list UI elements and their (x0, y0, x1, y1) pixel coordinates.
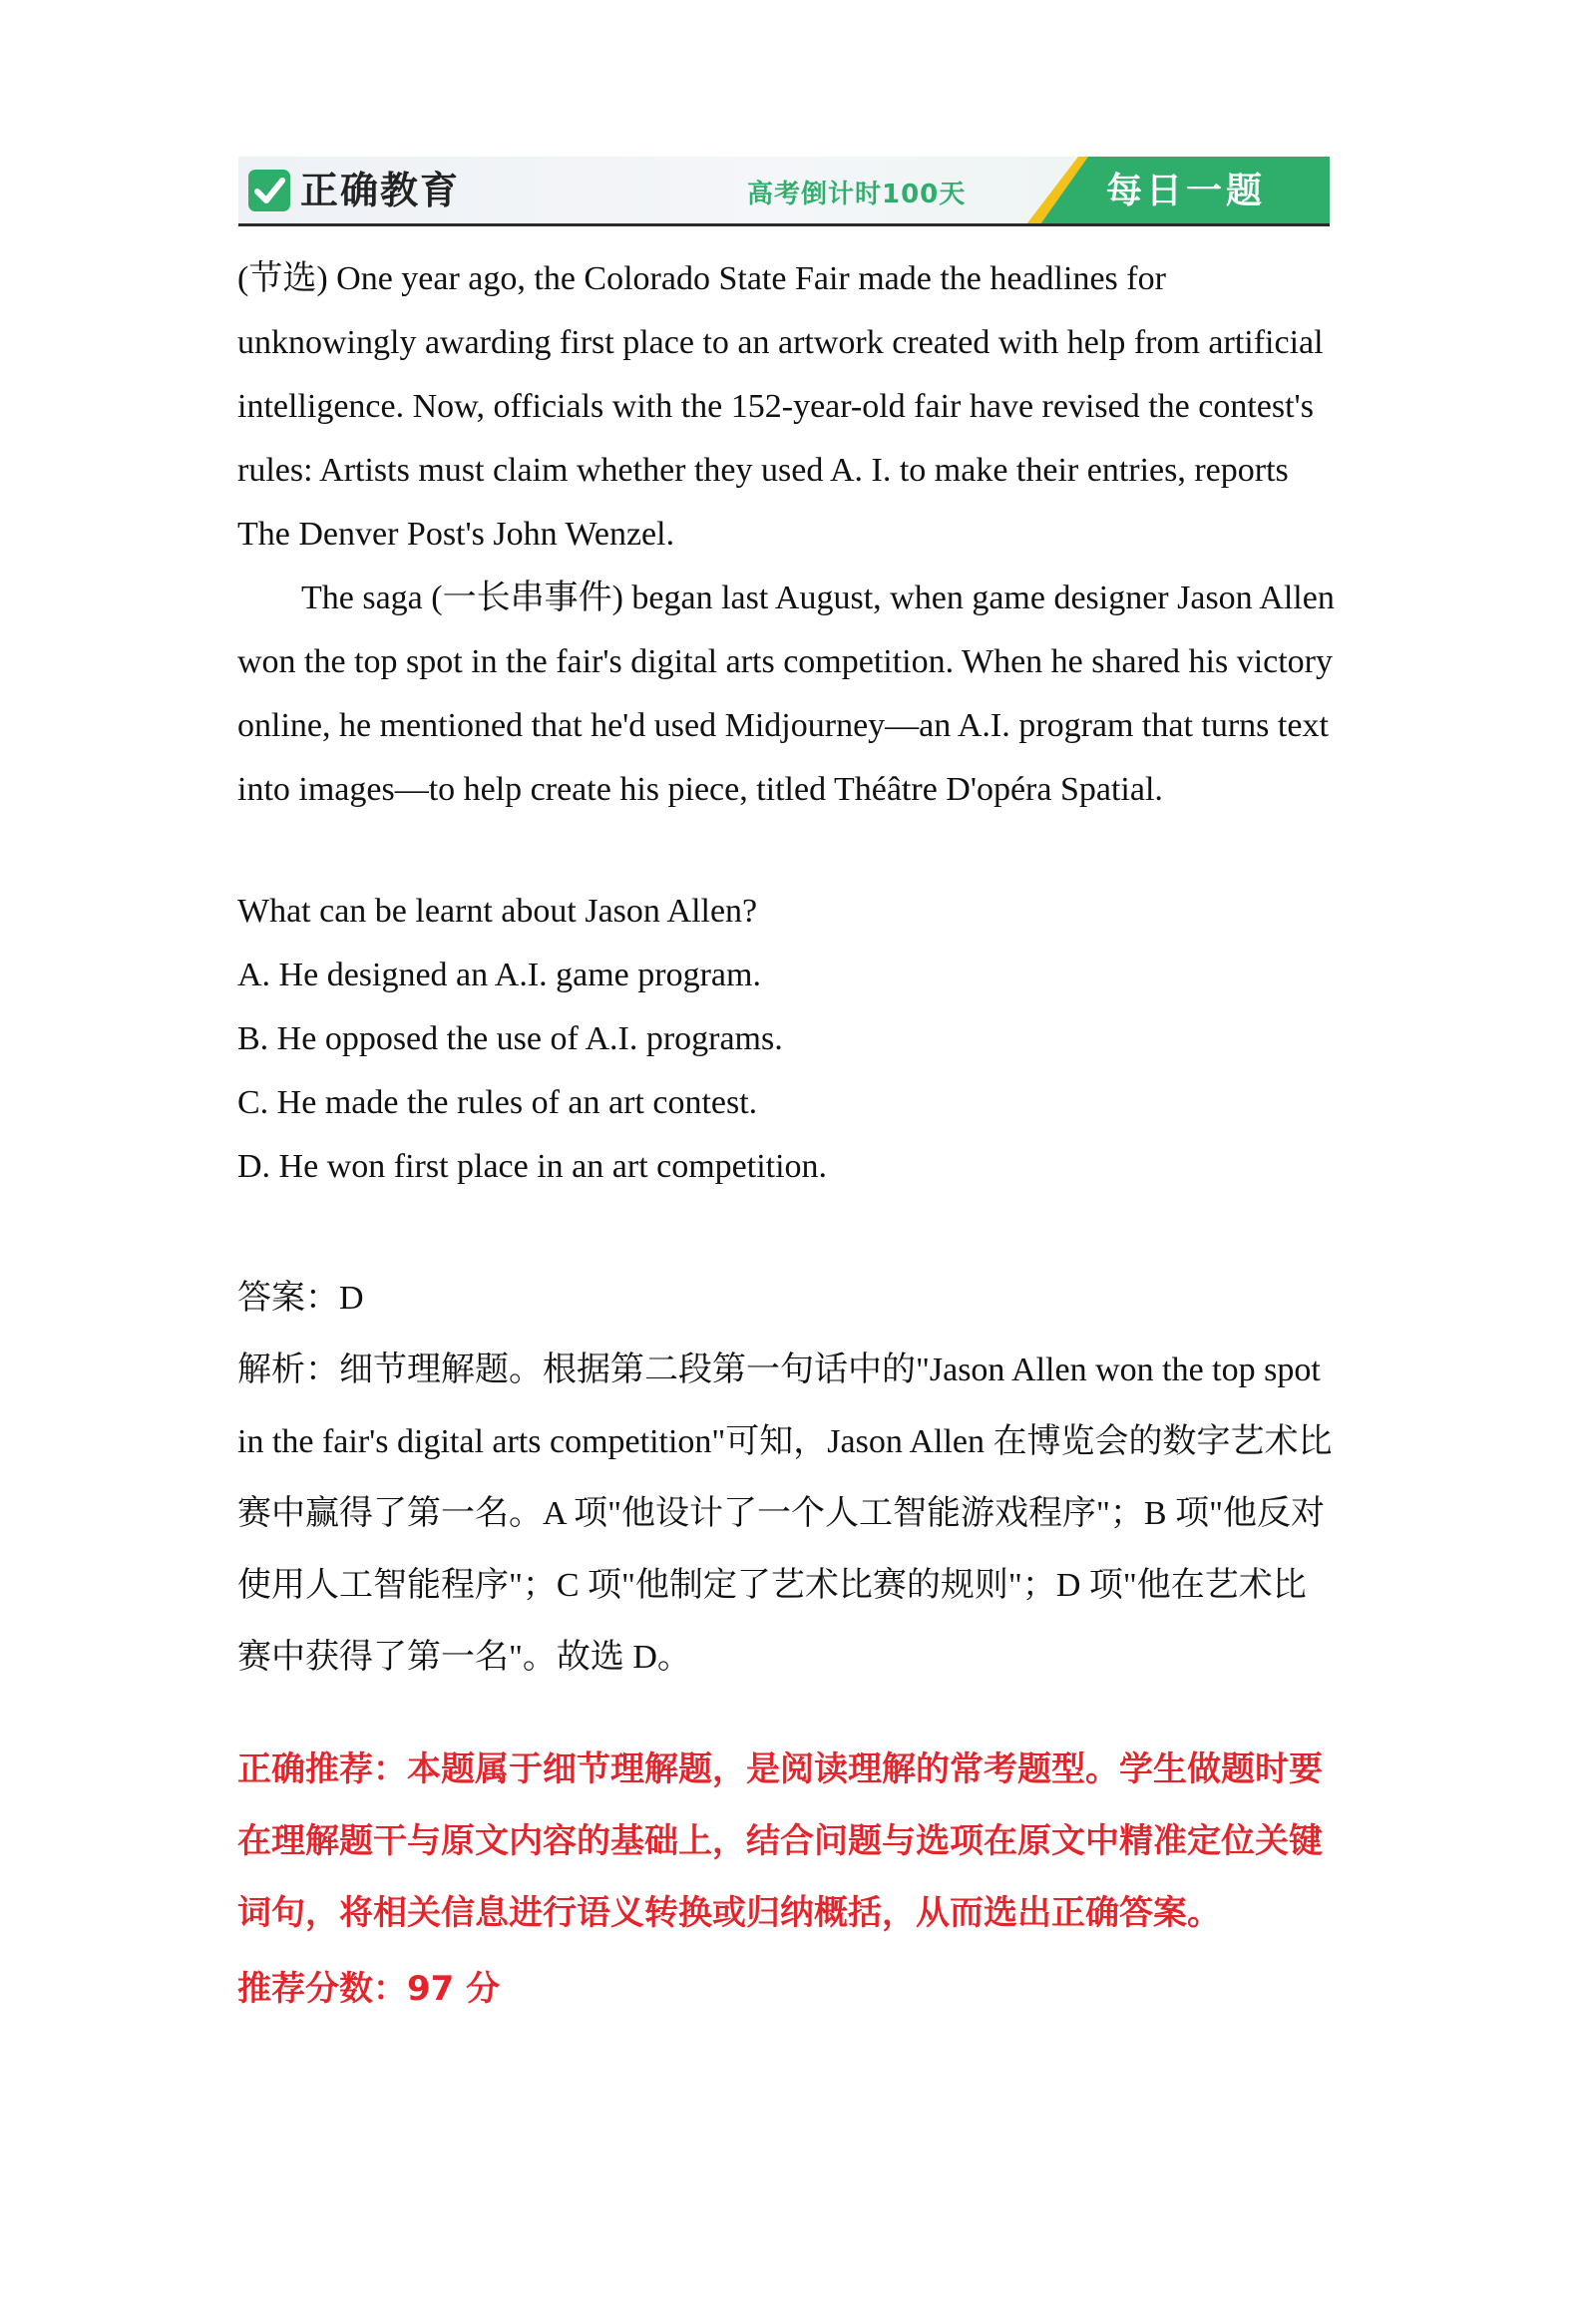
recommend-score: 推荐分数：97 分 (237, 1969, 501, 2009)
option-c: C. He made the rules of an art contest. (237, 1084, 758, 1121)
header-banner (238, 157, 1330, 228)
answer-line: 答案：D (237, 1280, 364, 1317)
spacer (237, 1694, 1335, 1734)
recommendation-text: 正确推荐：本题属于细节理解题，是阅读理解的常考题型。学生做题时要在理解题干与原文内容的基础上，结合问题与选项在原文中精准定位关键词句，将相关信息进行语义转换或归纳概括，从而选出正确答案。 (237, 1749, 1323, 1933)
analysis-text: 解析：细节理解题。根据第二段第一句话中的"Jason Allen won the top spot in the fair's digital arts competition"可知，Jason Allen 在博览会的数字艺术比赛中赢得了第一名。A 项"他设计了一个人工智能游戏程序"；B 项"他反对使用人工智能程序"；C 项"他制定了艺术比赛的规则"；D 项"他在艺术比赛中获得了第一名"。故选 D。 (237, 1352, 1333, 1676)
header-divider (238, 223, 1330, 226)
spacer (237, 822, 1335, 880)
document-content (237, 247, 1335, 2019)
passage-paragraph-1: (节选) One year ago, the Colorado State Fair made the headlines for unknowingly awarding first place to an artwork created with help from artificial intelligence. Now, officials with the 152-year-old fair have revised the contest's rules: Artists must claim whether they used A. I. to make their entries, reports The Denver Post's John Wenzel. (237, 260, 1324, 553)
checkmark-icon (248, 170, 290, 211)
option-d: D. He won first place in an art competition. (237, 1148, 828, 1185)
question-stem: What can be learnt about Jason Allen? (237, 893, 758, 930)
option-a: A. He designed an A.I. game program. (237, 957, 761, 993)
brand-logo-text: 正确教育 (300, 169, 461, 212)
option-b: B. He opposed the use of A.I. programs. (237, 1020, 783, 1057)
passage-paragraph-2: The saga (一长串事件) began last August, when game designer Jason Allen won the top spot in the fair's digital arts competition. When he shared his victory online, he mentioned that he'd used Midjourney—an A.I. program that turns text into images—to help create his piece, titled Théâtre D'opéra Spatial. (237, 580, 1335, 808)
spacer (237, 1199, 1335, 1263)
countdown-label: 高考倒计时100天 (747, 180, 967, 209)
daily-question-title: 每日一题 (1106, 171, 1267, 211)
